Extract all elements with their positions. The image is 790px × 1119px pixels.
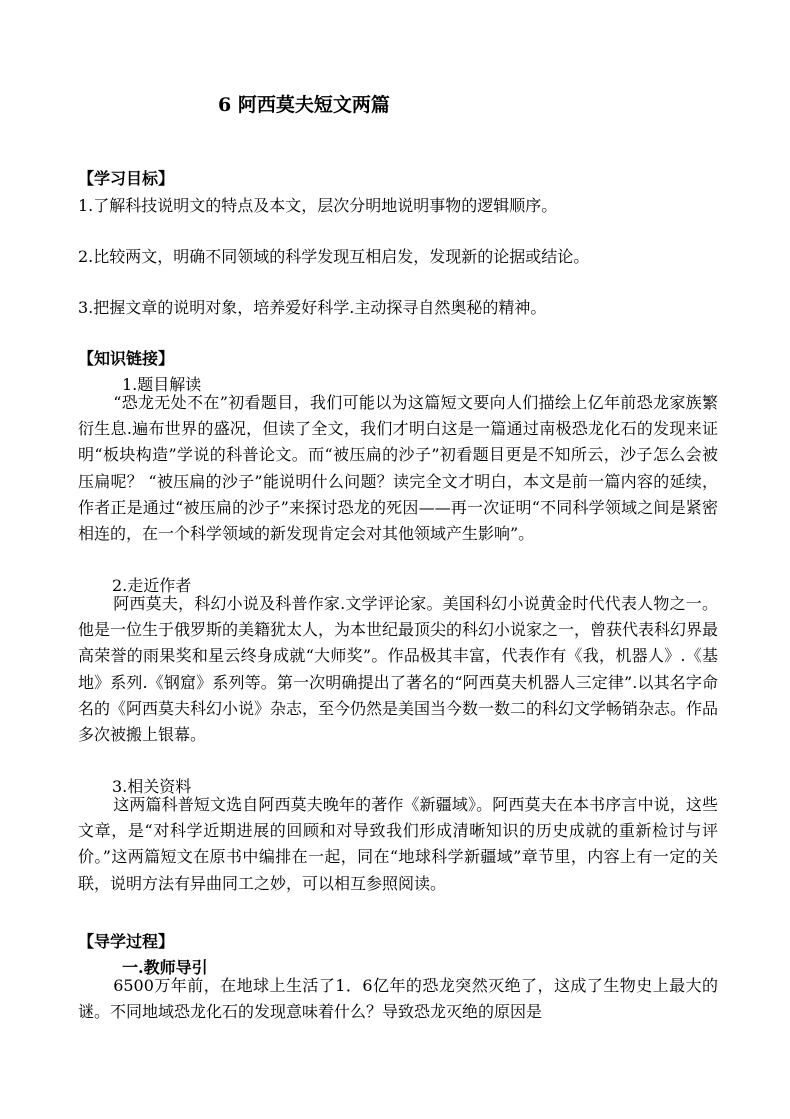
knowledge-sub3-paragraph: 这两篇科普短文选自阿西莫夫晚年的著作《新疆域》。阿西莫夫在本书序言中说，这些文章，是“对科学近期进展的回顾和对导致我们形成清晰知识的历史成就的重新检讨与评价。”这两篇短文在原书中编排在一起，同在“地球科学新疆域”章节里，内容上有一定的关联，说明方法有异曲同工之妙，可以相互参照阅读。: [78, 795, 718, 893]
document-title: 6 阿西莫夫短文两篇: [218, 94, 390, 116]
goals-heading: 【学习目标】: [78, 169, 175, 188]
process-sub1-title: 一.教师导引: [122, 958, 208, 977]
knowledge-sub3-title: 3.相关资料: [112, 777, 192, 796]
process-heading: 【导学过程】: [78, 932, 175, 951]
knowledge-sub2-paragraph: 阿西莫夫，科幻小说及科普作家.文学评论家。美国科幻小说黄金时代代表人物之一。他是一位生于俄罗斯的美籍犹太人，为本世纪最顶尖的科幻小说家之一，曾获代表科幻界最高荣誉的雨果奖和星云终身成就“大师奖”。作品极其丰富，代表作有《我，机器人》.《基地》系列.《钢窟》系列等。第一次明确提出了著名的“阿西莫夫机器人三定律”.以其名字命名的《阿西莫夫科幻小说》杂志，至今仍然是美国当今数一数二的科幻文学畅销杂志。作品多次被搬上银幕。: [78, 594, 719, 745]
goal-item-2: 2.比较两文，明确不同领域的科学发现互相启发，发现新的论据或结论。: [78, 247, 590, 266]
knowledge-sub2-title: 2.走近作者: [112, 576, 192, 595]
process-sub1-paragraph: 6500万年前，在地球上生活了1．6亿年的恐龙突然灭绝了，这成了生物史上最大的谜。不同地域恐龙化石的发现意味着什么？导致恐龙灭绝的原因是: [78, 976, 718, 1022]
goal-item-1: 1.了解科技说明文的特点及本文，层次分明地说明事物的逻辑顺序。: [78, 196, 558, 215]
knowledge-sub1-title: 1.题目解读: [122, 375, 202, 394]
knowledge-heading: 【知识链接】: [78, 349, 175, 368]
goal-item-3: 3.把握文章的说明对象，培养爱好科学.主动探寻自然奥秘的精神。: [78, 298, 547, 317]
knowledge-sub1-paragraph: “恐龙无处不在”初看题目，我们可能以为这篇短文要向人们描绘上亿年前恐龙家族繁衍生息.遍布世界的盛况，但读了全文，我们才明白这是一篇通过南极恐龙化石的发现来证明“板块构造”学说的科普论文。而“被压扁的沙子”初看题目更是不知所云，沙子怎么会被压扁呢？ “被压扁的沙子”能说明什么问题？读完全文才明白，本文是前一篇内容的延续，作者正是通过“被压扁的沙子”来探讨恐龙的死因——再一次证明“不同科学领域之间是紧密相连的，在一个科学领域的新发现肯定会对其他领域产生影响”。: [78, 393, 718, 544]
